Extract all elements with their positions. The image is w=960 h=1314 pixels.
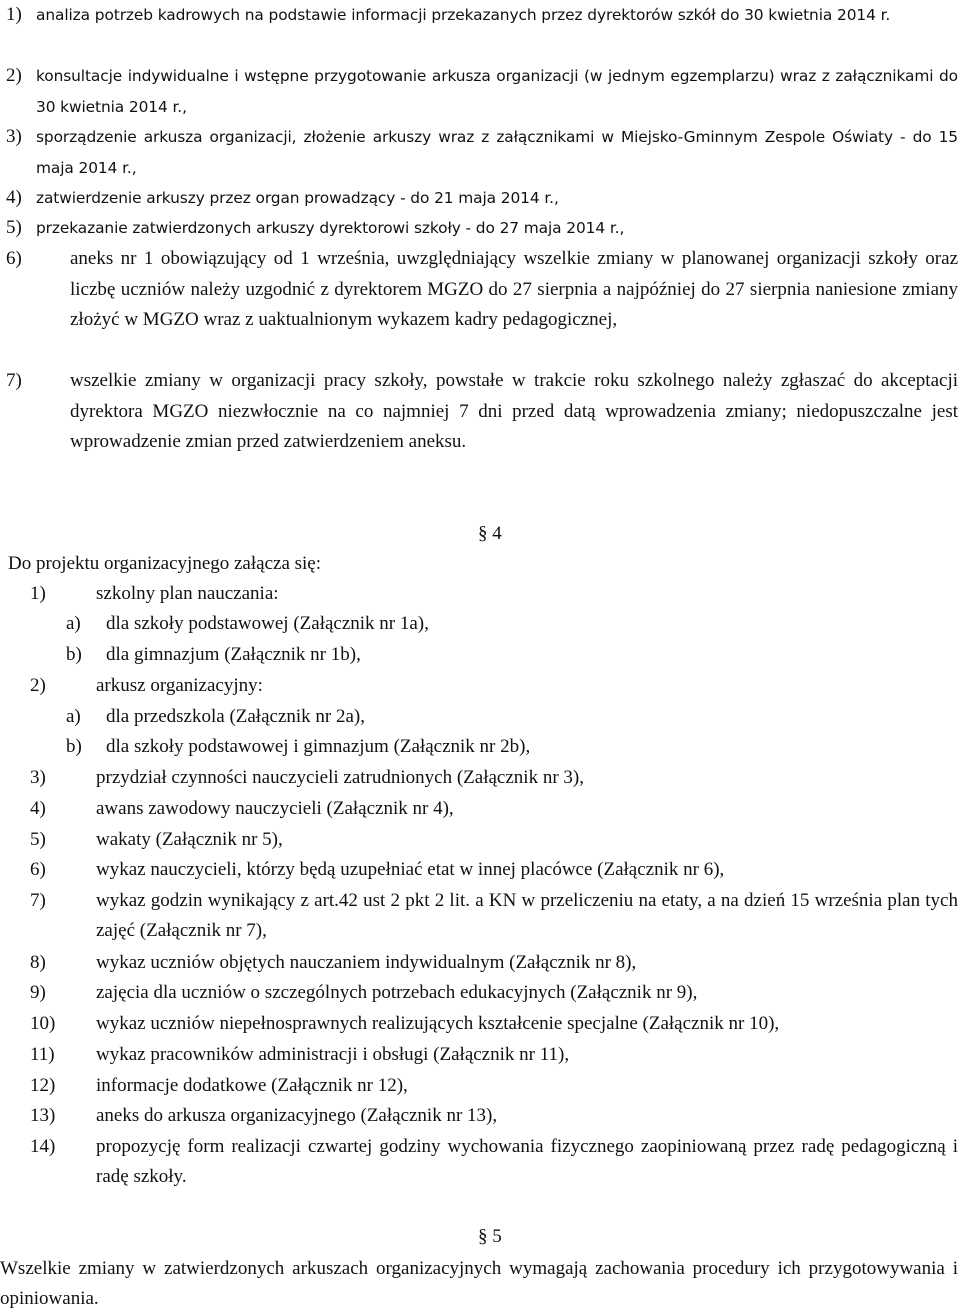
section-5-heading: § 5 [478, 1226, 502, 1247]
item-number: 6) [6, 248, 22, 269]
item-number: 3) [6, 126, 22, 147]
attachment-number: 13) [30, 1105, 56, 1126]
attachment-text: informacje dodatkowe (Załącznik nr 12), [96, 1075, 408, 1096]
schedule-item-5 [6, 213, 958, 244]
attachment-number: 11) [30, 1044, 55, 1065]
attachment-sub-text: dla szkoły podstawowej (Załącznik nr 1a), [106, 613, 429, 634]
item-text: konsultacje indywidualne i wstępne przygotowanie arkusza organizacji (w jednym egzemplarzu) wraz z załącznikami do 30 kwietnia 2014 r., [36, 67, 958, 116]
item-text: przekazanie zatwierdzonych arkuszy dyrektorowi szkoły - do 27 maja 2014 r., [36, 219, 625, 237]
section-5-text: Wszelkie zmiany w zatwierdzonych arkuszach organizacyjnych wymagają zachowania procedury ich przygotowywania i opiniowania. [0, 1258, 958, 1309]
schedule-item-1 [6, 0, 958, 31]
item-number: 5) [6, 217, 22, 238]
attachment-text: arkusz organizacyjny: [96, 675, 263, 696]
attachment-number: 6) [30, 859, 46, 880]
item-number: 7) [6, 370, 22, 391]
schedule-item-2 [6, 61, 958, 122]
item-text: analiza potrzeb kadrowych na podstawie informacji przekazanych przez dyrektorów szkół do 30 kwietnia 2014 r. [36, 6, 891, 24]
attachment-text: przydział czynności nauczycieli zatrudnionych (Załącznik nr 3), [96, 767, 584, 788]
item-text: wszelkie zmiany w organizacji pracy szkoły, powstałe w trakcie roku szkolnego należy zgłaszać do akceptacji dyrektora MGZO niezwłocznie na co najmniej 7 dni przed datą wprowadzenia zmiany; niedopuszczalne jest wprowadzenie zmian przed zatwierdzeniem aneksu. [70, 370, 958, 452]
item-text: aneks nr 1 obowiązujący od 1 września, uwzględniający wszelkie zmiany w planowanej organizacji szkoły oraz liczbę uczniów należy uzgodnić z dyrektorem MGZO do 27 sierpnia a najpóźniej do 27 sierpnia naniesione zmiany złożyć w MGZO wraz z uaktualnionym wykazem kadry pedagogicznej, [70, 248, 958, 330]
attachment-text: wykaz uczniów objętych nauczaniem indywidualnym (Załącznik nr 8), [96, 952, 637, 973]
attachment-sub-number: a) [66, 613, 81, 634]
schedule-item-6 [6, 244, 958, 336]
attachment-text: wykaz nauczycieli, którzy będą uzupełniać etat w innej placówce (Załącznik nr 6), [96, 859, 725, 880]
item-text: sporządzenie arkusza organizacji, złożenie arkuszy wraz z załącznikami w Miejsko-Gminnym Zespole Oświaty - do 15 maja 2014 r., [36, 128, 958, 177]
attachment-number: 9) [30, 982, 46, 1003]
schedule-item-4 [6, 183, 958, 214]
schedule-item-7 [6, 366, 958, 458]
attachment-number: 12) [30, 1075, 56, 1096]
attachment-number: 14) [30, 1136, 56, 1157]
attachment-number: 1) [30, 583, 46, 604]
attachment-number: 5) [30, 829, 46, 850]
item-number: 2) [6, 65, 22, 86]
attachment-number: 8) [30, 952, 46, 973]
item-number: 1) [6, 4, 22, 25]
item-number: 4) [6, 187, 22, 208]
attachment-number: 10) [30, 1013, 56, 1034]
attachment-sub-text: dla gimnazjum (Załącznik nr 1b), [106, 644, 361, 665]
attachment-number: 4) [30, 798, 46, 819]
item-text: zatwierdzenie arkuszy przez organ prowadzący - do 21 maja 2014 r., [36, 189, 559, 207]
attachment-text: awans zawodowy nauczycieli (Załącznik nr 4), [96, 798, 454, 819]
schedule-item-3 [6, 122, 958, 183]
attachment-text: zajęcia dla uczniów o szczególnych potrzebach edukacyjnych (Załącznik nr 9), [96, 982, 698, 1003]
attachment-text: szkolny plan nauczania: [96, 583, 279, 604]
attachment-text: wykaz godzin wynikający z art.42 ust 2 pkt 2 lit. a KN w przeliczeniu na etaty, a na dzień 15 września plan tych zajęć (Załącznik nr 7), [96, 890, 958, 941]
attachment-text: wykaz pracowników administracji i obsługi (Załącznik nr 11), [96, 1044, 570, 1065]
attachment-number: 7) [30, 890, 46, 911]
attachment-text: wykaz uczniów niepełnosprawnych realizujących kształcenie specjalne (Załącznik nr 10), [96, 1013, 780, 1034]
attachment-sub-text: dla przedszkola (Załącznik nr 2a), [106, 706, 366, 727]
attachment-text: wakaty (Załącznik nr 5), [96, 829, 283, 850]
section-4-heading: § 4 [478, 523, 502, 544]
attachment-sub-text: dla szkoły podstawowej i gimnazjum (Załącznik nr 2b), [106, 736, 531, 757]
attachment-number: 2) [30, 675, 46, 696]
attachment-sub-number: b) [66, 644, 82, 665]
attachment-text: aneks do arkusza organizacyjnego (Załącznik nr 13), [96, 1105, 498, 1126]
attachment-text: propozycję form realizacji czwartej godziny wychowania fizycznego zaopiniowaną przez radę pedagogiczną i radę szkoły. [96, 1136, 958, 1187]
section-4-intro: Do projektu organizacyjnego załącza się: [8, 553, 322, 574]
attachment-sub-number: b) [66, 736, 82, 757]
attachment-sub-number: a) [66, 706, 81, 727]
attachment-number: 3) [30, 767, 46, 788]
